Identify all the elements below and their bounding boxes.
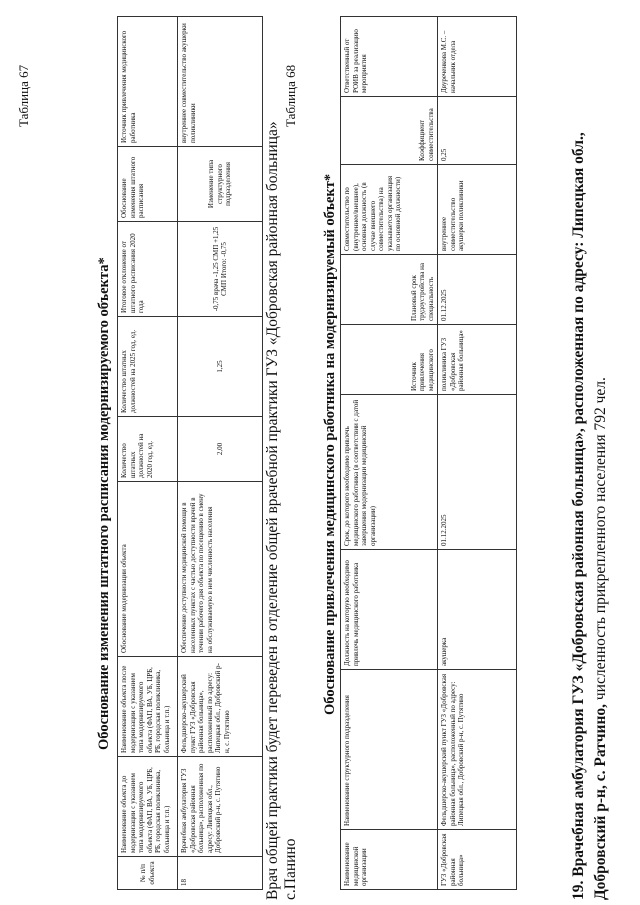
section-heading-line-1: 19. Врачебная амбулатория ГУЗ «Добровская районная больница», расположенная по адресу: Липецкая обл., [570, 132, 587, 900]
table-68-title: Обоснование привлечения медицинского работника на модернизируемый объект* [322, 173, 338, 715]
t68-cell: поликлиника ГУЗ «Добровская районная больница» [438, 325, 517, 395]
t68-cell: 01.12.2025 [438, 255, 517, 325]
table-67-label: Таблица 67 [16, 64, 31, 127]
t67-header-cell: Обоснование модернизации объекта [118, 482, 178, 657]
table-67-title: Обоснование изменения штатного расписания модернизируемого объекта* [96, 257, 112, 750]
t67-cell: Изменение типа структурного подразделения [178, 147, 263, 222]
t67-header-cell: Источник привлечения медицинского работника [118, 17, 178, 147]
t67-header-cell: Наименование объекта до модернизации с указанием типа модернизируемого объекта (ФАП, ВА, УБ, ЦРБ, РБ, городская поликлиника, больница и т.п.) [118, 757, 178, 857]
t68-header-cell: Ответственный от РОИВ за реализацию мероприятия [341, 17, 438, 97]
t68-cell: Двуреченкова М.С. – начальник отдела [438, 17, 517, 97]
paragraph-line-1: Врач общей практики будет переведен в отделение общей врачебной практики ГУЗ «Добровская районная больница» [264, 121, 281, 900]
table-67-header-row [118, 17, 178, 890]
t67-header-cell: Наименование объекта после модернизации с указанием типа модернизируемого объекта (ФАП, ВА, УБ, ЦРБ, РБ, городская поликлиника, больница и т.п.) [118, 657, 178, 757]
t67-cell: -0,75 врача -1,25 СМП +1,25 СМП Итого: -0,75 [178, 222, 263, 317]
table-68-header-row [341, 17, 438, 890]
t67-header-cell: Количество штатных должностей на 2020 год, ед. [118, 417, 178, 482]
t67-cell: 18 [178, 857, 263, 890]
t68-cell: внутреннее совместительство акушерки поликлиники [438, 165, 517, 255]
paragraph-line-2: с.Панино [282, 838, 299, 900]
t68-header-cell: Источник привлечения медицинского [341, 325, 438, 395]
t68-header-cell: Должность на которую необходимо привлечь медицинского работника [341, 550, 438, 670]
t68-header-cell: Наименование медицинской организации [341, 830, 438, 890]
t68-header-cell: Коэффициент совместительства [341, 97, 438, 165]
t68-header-cell: Срок, до которого необходимо привлечь медицинского работника (в соответствии с датой завершения модернизации медицинской организации) [341, 395, 438, 550]
t68-cell: 0,25 [438, 97, 517, 165]
t68-cell: 01.12.2025 [438, 395, 517, 550]
t67-header-cell: Итоговое отклонение от штатного расписания 2020 года [118, 222, 178, 317]
t67-cell: Врачебная амбулатория ГУЗ «Добровская районная больница», расположенная по адресу: Липецкая обл., Добровский р-н, с. Путятино [178, 757, 263, 857]
t67-cell: Обеспечение доступности медицинской помощи в населенных пунктах с частью доступности врачей в течении рабочего дня объекта по посещению в смену на обслуживаемую в нем численность населения [178, 482, 263, 657]
table-68 [340, 16, 517, 890]
table-row [178, 17, 263, 890]
t68-cell: акушерка [438, 550, 517, 670]
section-heading-line-2 [592, 377, 610, 900]
t67-cell: 1,25 [178, 317, 263, 417]
table-67 [117, 16, 263, 890]
t67-header-cell: № п/п объекта [118, 857, 178, 890]
t67-header-cell: Обоснование изменения штатного расписания [118, 147, 178, 222]
t67-cell: Фельдшерско-акушерский пункт ГУЗ «Добровская районная больница», расположенный по адресу: Липецкая обл., Добровский р-н, с. Путятино [178, 657, 263, 757]
table-row [438, 17, 517, 890]
t67-cell: внутреннее совместительство акушерки поликлиники [178, 17, 263, 147]
t68-cell: ГУЗ «Добровская районная больница» [438, 830, 517, 890]
t67-header-cell: Количество штатных должностей на 2025 год, ед. [118, 317, 178, 417]
table-68-label: Таблица 68 [283, 64, 298, 127]
section-heading-rest: численность прикрепленного населения 792 чел. [592, 377, 609, 704]
t68-header-cell: Совместительство по (внутреннее/внешнее), основная должность (в случае внешнего совместительства) на указывается организация по основной должности) [341, 165, 438, 255]
t68-header-cell: Плановый срок трудоустройства на специальность [341, 255, 438, 325]
section-heading-bold-part: Добровский р-н, с. Ратчино, [592, 703, 609, 900]
t68-cell: Фельдшерско-акушерский пункт ГУЗ «Добровская районная больница», расположенный по адресу: Липецкая обл., Добровский р-н, с. Путятино [438, 670, 517, 830]
t68-header-cell: Наименование структурного подразделения [341, 670, 438, 830]
t67-cell: 2,00 [178, 417, 263, 482]
